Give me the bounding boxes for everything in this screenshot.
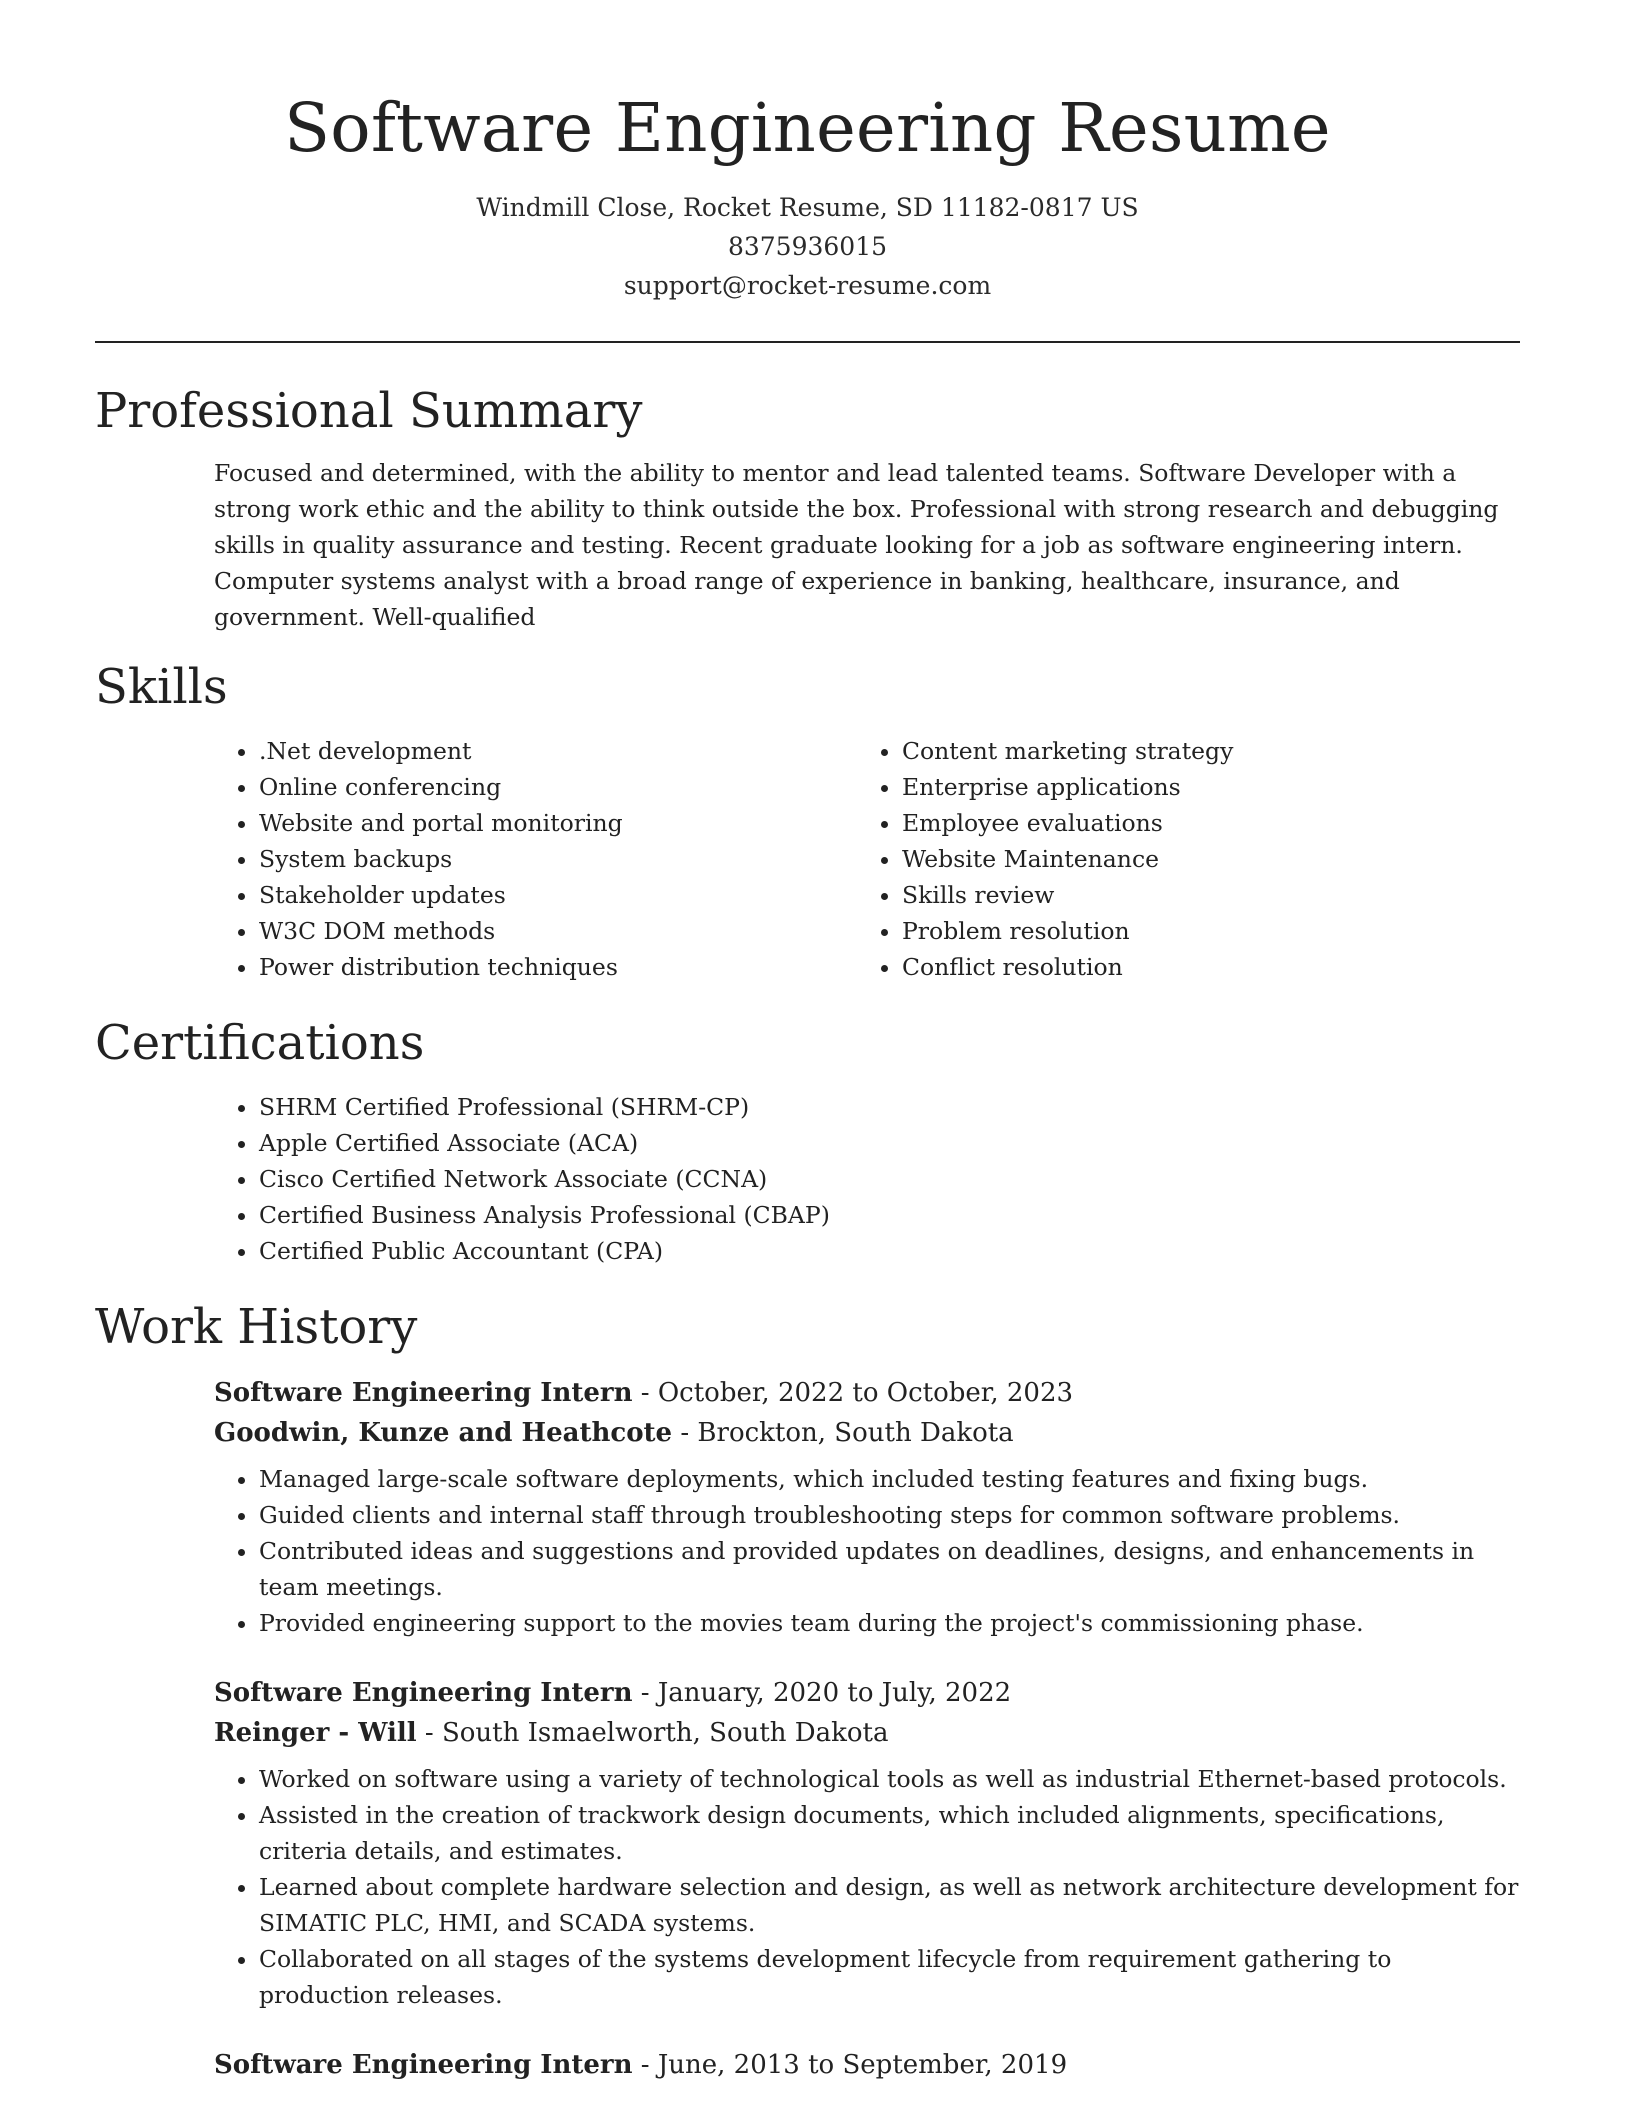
skill-item: • Website and portal monitoring xyxy=(259,805,857,841)
job-duties-list xyxy=(214,1461,1520,1641)
certifications-section xyxy=(95,1011,1520,1269)
skill-item: • Online conferencing xyxy=(259,769,857,805)
summary-text: Focused and determined, with the ability to mentor and lead talented teams. Software Developer with a strong work ethic and the ability to think outside the box. Professional with strong research and debugging skills in quality assurance and testing. Recent graduate looking for a job as software engineering intern. Computer systems analyst with a broad range of experience in banking, healthcare, insurance, and government. Well-qualified xyxy=(214,459,1499,631)
job-duty: • Guided clients and internal staff through troubleshooting steps for common software problems. xyxy=(259,1497,1520,1533)
certifications-heading: Certifications xyxy=(95,1015,425,1071)
skill-item: • Skills review xyxy=(902,877,1500,913)
job-location: - Brockton, South Dakota xyxy=(672,1418,1014,1448)
skill-item: • .Net development xyxy=(259,733,857,769)
skill-item: • Employee evaluations xyxy=(902,805,1500,841)
certification-item: • SHRM Certified Professional (SHRM-CP) xyxy=(259,1089,1520,1125)
job-company: Reinger - Will xyxy=(214,1718,417,1748)
contact-phone: 8375936015 xyxy=(727,232,888,261)
skill-item: • Enterprise applications xyxy=(902,769,1500,805)
job-duty: • Learned about complete hardware selection and design, as well as network architecture development for SIMATIC PLC, HMI, and SCADA systems. xyxy=(259,1869,1520,1941)
job-title: Software Engineering Intern xyxy=(214,2050,633,2080)
skill-item: • System backups xyxy=(259,841,857,877)
skill-item: • Content marketing strategy xyxy=(902,733,1500,769)
resume-name: Software Engineering Resume xyxy=(284,89,1331,167)
skill-item: • Conflict resolution xyxy=(902,949,1500,985)
job-duty: • Provided engineering support to the movies team during the project's commissioning phase. xyxy=(259,1605,1520,1641)
job-duty: • Managed large-scale software deployments, which included testing features and fixing bugs. xyxy=(259,1461,1520,1497)
skills-section xyxy=(95,655,1520,985)
skills-list-right xyxy=(857,733,1500,985)
job-company: Goodwin, Kunze and Heathcote xyxy=(214,1418,673,1448)
skill-item: • W3C DOM methods xyxy=(259,913,857,949)
skill-item: • Power distribution techniques xyxy=(259,949,857,985)
summary-section xyxy=(95,379,1520,635)
job-entry xyxy=(214,2045,1520,2085)
certification-item: • Certified Public Accountant (CPA) xyxy=(259,1233,1520,1269)
job-location: - South Ismaelworth, South Dakota xyxy=(416,1718,889,1748)
job-title-line xyxy=(214,2045,1520,2085)
resume-page xyxy=(95,0,1520,2117)
job-duties-list xyxy=(214,1761,1520,2013)
resume-header xyxy=(95,0,1520,305)
skills-heading: Skills xyxy=(95,659,228,715)
work-history-section xyxy=(95,1295,1520,2085)
contact-address: Windmill Close, Rocket Resume, SD 11182-0817 US xyxy=(476,193,1139,222)
job-dates: - October, 2022 to October, 2023 xyxy=(632,1378,1074,1408)
job-dates: - June, 2013 to September, 2019 xyxy=(632,2050,1068,2080)
certifications-list xyxy=(214,1089,1520,1269)
job-dates: - January, 2020 to July, 2022 xyxy=(632,1678,1012,1708)
skill-item: • Stakeholder updates xyxy=(259,877,857,913)
job-title: Software Engineering Intern xyxy=(214,1378,633,1408)
job-entry xyxy=(214,1673,1520,2013)
header-divider xyxy=(95,341,1520,343)
summary-heading: Professional Summary xyxy=(95,383,643,439)
job-company-line xyxy=(214,1413,1520,1453)
job-duty: • Contributed ideas and suggestions and provided updates on deadlines, designs, and enhancements in team meetings. xyxy=(259,1533,1520,1605)
skill-item: • Website Maintenance xyxy=(902,841,1500,877)
job-duty: • Assisted in the creation of trackwork design documents, which included alignments, specifications, criteria details, and estimates. xyxy=(259,1797,1520,1869)
job-company-line xyxy=(214,1713,1520,1753)
job-duty: • Worked on software using a variety of technological tools as well as industrial Ethernet-based protocols. xyxy=(259,1761,1520,1797)
job-title-line xyxy=(214,1373,1520,1413)
job-entry xyxy=(214,1373,1520,1641)
certification-item: • Certified Business Analysis Professional (CBAP) xyxy=(259,1197,1520,1233)
certification-item: • Cisco Certified Network Associate (CCNA) xyxy=(259,1161,1520,1197)
job-title: Software Engineering Intern xyxy=(214,1678,633,1708)
contact-email: support@rocket-resume.com xyxy=(623,271,992,300)
skills-list-left xyxy=(214,733,857,985)
job-duty: • Collaborated on all stages of the systems development lifecycle from requirement gathering to production releases. xyxy=(259,1941,1520,2013)
skill-item: • Problem resolution xyxy=(902,913,1500,949)
job-title-line xyxy=(214,1673,1520,1713)
certification-item: • Apple Certified Associate (ACA) xyxy=(259,1125,1520,1161)
work-history-heading: Work History xyxy=(95,1299,418,1355)
